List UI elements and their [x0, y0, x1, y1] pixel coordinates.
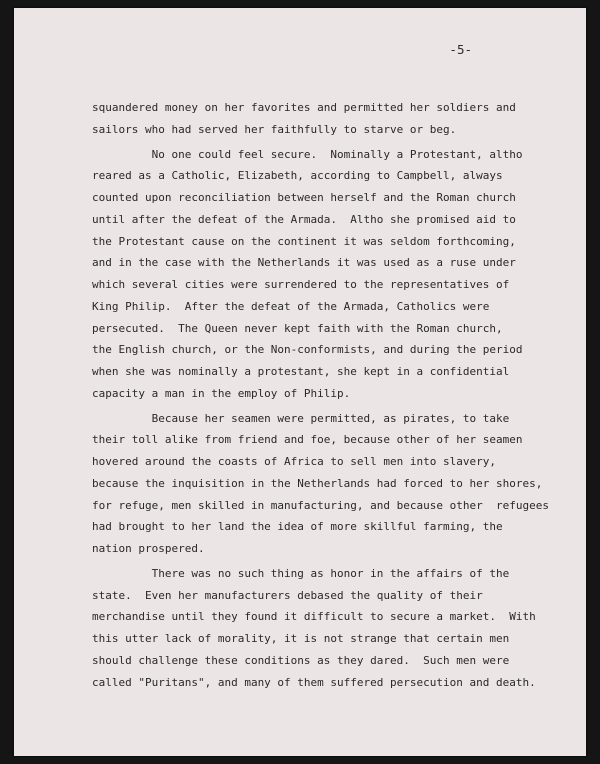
text-line: capacity a man in the employ of Philip. [92, 386, 351, 400]
text-line: counted upon reconciliation between herself and the Roman church [92, 191, 516, 204]
text-line: reared as a Catholic, Elizabeth, according to Campbell, always [92, 169, 503, 183]
text-line: should challenge these conditions as they dared. Such men were [92, 653, 510, 667]
text-line: the Protestant cause on the continent it was seldom forthcoming, [92, 234, 516, 248]
text-line: No one could feel secure. Nominally a Protestant, altho [92, 147, 523, 161]
text-line: because the inquisition in the Netherlands had forced to her shores, [92, 476, 543, 490]
text-line: merchandise until they found it difficult to secure a market. With [92, 610, 536, 624]
text-line: Because her seamen were permitted, as pirates, to take [92, 411, 510, 425]
page-number: -5- [449, 42, 472, 57]
text-line: persecuted. The Queen never kept faith with the Roman church, [92, 321, 503, 335]
text-line: had brought to her land the idea of more skillful farming, the [92, 520, 503, 534]
text-line: their toll alike from friend and foe, because other of her seamen [92, 433, 523, 447]
text-line: nation prospered. [92, 542, 205, 555]
text-line: this utter lack of morality, it is not strange that certain men [92, 632, 510, 645]
text-line: hovered around the coasts of Africa to sell men into slavery, [92, 455, 496, 468]
text-line: There was no such thing as honor in the affairs of the [92, 566, 510, 580]
text-line: King Philip. After the defeat of the Armada, Catholics were [92, 299, 490, 313]
text-line: state. Even her manufacturers debased the quality of their [92, 588, 483, 602]
body-text [92, 97, 562, 693]
paragraph [92, 97, 562, 141]
paragraph [92, 563, 562, 694]
paragraph [92, 144, 562, 405]
typewritten-page [14, 8, 586, 756]
text-line: which several cities were surrendered to the representatives of [92, 278, 510, 291]
text-line: until after the defeat of the Armada. Altho she promised aid to [92, 212, 516, 226]
paragraph [92, 408, 562, 560]
text-line: and in the case with the Netherlands it was used as a ruse under [92, 256, 516, 270]
text-line: squandered money on her favorites and permitted her soldiers and [92, 101, 516, 114]
text-line: called "Puritans", and many of them suffered persecution and death. [92, 675, 536, 689]
text-line: when she was nominally a protestant, she kept in a confidential [92, 365, 510, 378]
text-line: the English church, or the Non-conformists, and during the period [92, 343, 523, 357]
text-line: for refuge, men skilled in manufacturing, and because other refugees [92, 498, 549, 512]
text-line: sailors who had served her faithfully to starve or beg. [92, 122, 457, 136]
